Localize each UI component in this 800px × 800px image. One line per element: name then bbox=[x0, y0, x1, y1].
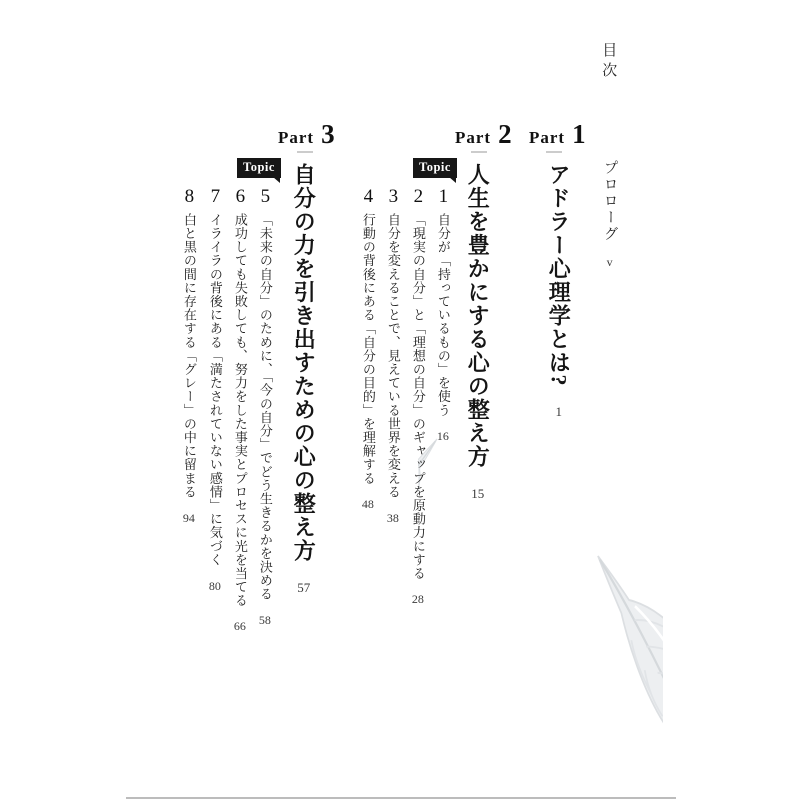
item-number: 6 bbox=[235, 187, 246, 206]
part-1-number: 1 bbox=[572, 119, 586, 149]
item-text: 行動の背後にある「自分の目的」を理解する bbox=[360, 213, 376, 485]
topic-badge: Topic bbox=[237, 158, 281, 178]
part-3-header bbox=[278, 121, 335, 148]
item-page: 28 bbox=[411, 593, 424, 606]
item-page: 58 bbox=[258, 613, 271, 626]
page-title: 目次 bbox=[600, 42, 617, 82]
item-number: 5 bbox=[260, 187, 271, 206]
part-1-title bbox=[546, 163, 571, 798]
part-3-title-text: 自分の力を引き出すための心の整え方 bbox=[291, 163, 317, 563]
part-3-title bbox=[291, 163, 316, 798]
item-text: 白と黒の間に存在する「グレー」の中に留まる bbox=[181, 213, 197, 499]
feather-illustration bbox=[418, 408, 663, 783]
part-1-page: 1 bbox=[555, 405, 563, 418]
item-number: 3 bbox=[388, 187, 399, 206]
toc-item bbox=[178, 187, 200, 799]
prologue-page: v bbox=[606, 255, 613, 268]
item-number: 8 bbox=[184, 187, 195, 206]
toc-item bbox=[432, 187, 454, 799]
part-2-header bbox=[455, 121, 512, 148]
part-1-rule bbox=[546, 151, 562, 153]
page-bottom-edge bbox=[126, 797, 676, 799]
item-page: 48 bbox=[361, 498, 374, 510]
toc-item bbox=[229, 187, 251, 799]
part-1-title-text: アドラー心理学とは? bbox=[546, 163, 572, 387]
item-text: イライラの背後にある「満たされていない感情」に気づく bbox=[207, 213, 223, 567]
toc-item bbox=[357, 187, 379, 799]
item-number: 7 bbox=[210, 187, 221, 206]
item-number: 1 bbox=[438, 187, 449, 206]
part-2-title-text: 人生を豊かにする心の整え方 bbox=[465, 163, 491, 469]
prologue-label: プロローグ bbox=[601, 160, 618, 243]
part-3-number: 3 bbox=[321, 119, 335, 149]
part-2-title bbox=[465, 163, 490, 798]
item-page: 66 bbox=[233, 620, 246, 633]
item-text: 成功しても失敗しても、努力をした事実とプロセスに光を当てる bbox=[232, 213, 248, 608]
item-text: 自分が「持っているもの」を使う bbox=[435, 213, 451, 417]
part-1-header bbox=[529, 121, 586, 148]
item-number: 4 bbox=[363, 187, 374, 206]
part-2-number: 2 bbox=[498, 119, 512, 149]
toc-item bbox=[382, 187, 404, 799]
part-1-label: Part bbox=[529, 128, 566, 147]
part-3-rule bbox=[297, 151, 313, 153]
topic-badge: Topic bbox=[413, 158, 457, 178]
part-2-label: Part bbox=[455, 128, 492, 147]
item-number: 2 bbox=[413, 187, 424, 206]
part-3-label: Part bbox=[278, 128, 315, 147]
item-page: 80 bbox=[208, 579, 221, 592]
prologue-entry bbox=[601, 160, 618, 460]
toc-item bbox=[407, 187, 429, 799]
item-page: 16 bbox=[436, 430, 449, 442]
item-text: 「現実の自分」と「理想の自分」のギャップを原動力にする bbox=[410, 213, 426, 581]
item-page: 94 bbox=[182, 511, 195, 524]
part-2-rule bbox=[471, 151, 487, 153]
item-page: 38 bbox=[386, 511, 399, 524]
item-text: 「未来の自分」のために、「今の自分」でどう生きるかを決める bbox=[257, 213, 273, 601]
part-2-page: 15 bbox=[471, 486, 485, 500]
item-text: 自分を変えることで、見えている世界を変える bbox=[385, 213, 401, 499]
toc-item bbox=[204, 187, 226, 799]
toc-item bbox=[254, 187, 276, 799]
part-3-page: 57 bbox=[297, 580, 311, 594]
